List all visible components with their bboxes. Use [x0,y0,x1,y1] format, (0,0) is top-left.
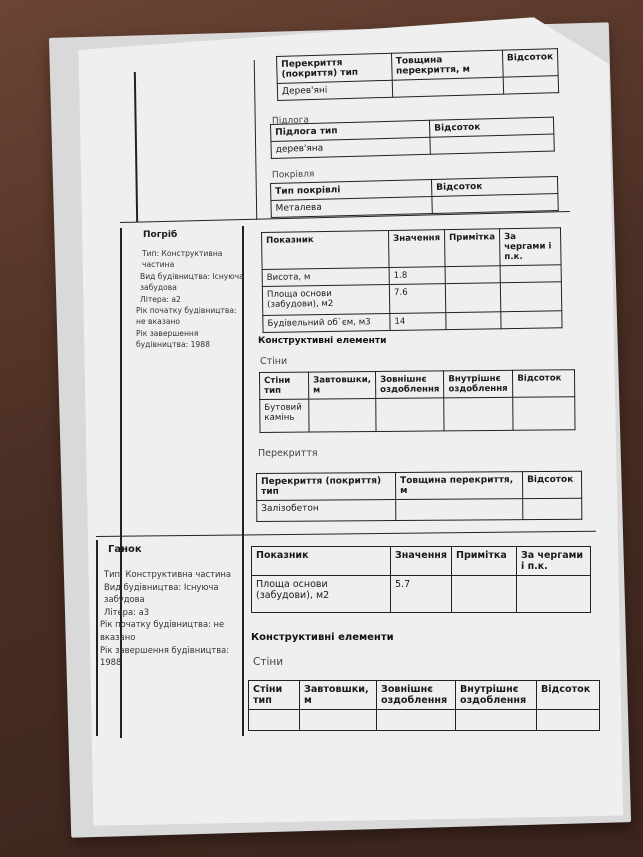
table-cell [517,576,591,613]
col-header: Показник [262,230,390,269]
cellar-meta [136,248,244,351]
table-cell [446,312,501,330]
table-cell [456,710,537,731]
table-cell [513,397,575,431]
meta-letter: Літера: а3 [104,606,150,617]
col-header: Стіни тип [260,372,309,399]
table-cell [432,193,558,213]
table-row [249,710,600,731]
cellar-title: Погріб [143,230,178,240]
table-cell [430,134,554,154]
table-cell [503,76,559,95]
table-cell: Площа основи (забудови), м2 [252,576,391,613]
table-cell [300,710,377,731]
porch-indicators-table [251,546,591,613]
table-cell [392,77,504,97]
table-row [260,397,575,433]
col-header: Стіни тип [249,681,300,710]
meta-start-year: Рік початку будівництва: не вказано [100,619,225,643]
col-header: Перекриття (покриття) тип [257,473,396,501]
table-cell: 14 [390,313,446,331]
col-header: Відсоток [513,370,575,398]
table-cell: 5.7 [391,576,452,613]
floor-label: Підлога [271,115,310,127]
col-header: Примітка [444,229,500,267]
col-header: За чергами і п.к. [499,228,561,266]
table-cell [445,266,500,284]
cellar-elements-heading: Конструктивні елементи [258,336,387,346]
table-cell [396,499,523,521]
col-header: Відсоток [431,176,557,196]
cellar-ceiling-table [256,471,582,522]
table-cell [537,710,600,731]
table-cell: Висота, м [262,267,389,286]
col-header: Відсоток [522,471,581,498]
col-header: Відсоток [537,681,600,710]
col-header: Внутрішнє оздоблення [444,370,513,398]
table-cell: Дерев'яні [277,80,392,100]
frame-vertical-left-porch [96,540,98,736]
meta-build-kind: Вид будівництва: Існуюча забудова [104,581,219,605]
table-cell [445,283,500,313]
cellar-indicators-table [261,227,563,333]
roofing-label: Покрівля [271,169,315,181]
table-cell [376,398,445,432]
meta-start-year: Рік початку будівництва: не вказано [136,305,237,327]
table-row [262,282,561,316]
meta-type: Тип: Конструктивна частина [104,569,232,579]
col-header: Зовнішнє оздоблення [375,371,443,399]
meta-end-year: Рік завершення будівництва: 1988 [100,644,230,668]
table-cell [501,311,562,329]
col-header: Відсоток [502,49,558,78]
table-cell: дерев'яна [271,137,430,158]
porch-title: Ганок [108,544,142,555]
col-header: Тип покрівлі [271,180,432,201]
top-floor-table [270,117,555,159]
porch-meta [100,568,240,669]
col-header: Перекриття (покриття) тип [277,53,392,83]
table-cell: Будівельний об`єм, м3 [263,313,390,332]
top-roof-table [276,48,559,101]
table-cell: Площа основи (забудови), м2 [262,284,389,315]
col-header: Примітка [452,547,517,576]
meta-letter: Літера: а2 [140,294,181,304]
table-cell: Металева [271,197,432,218]
porch-walls-table [248,680,600,731]
table-cell [500,265,561,283]
porch-walls-label: Стіни [253,656,284,668]
table-cell [377,710,456,731]
cellar-walls-table [259,369,576,433]
col-header: Відсоток [429,117,553,137]
col-header: Значення [388,230,445,268]
table-cell: 7.6 [389,284,445,314]
meta-build-kind: Вид будівництва: Існуюча забудова [140,271,244,293]
table-cell: Залізобетон [257,500,396,522]
table-cell: 1.8 [389,267,445,285]
col-header: Підлога тип [271,120,430,141]
table-cell [452,576,517,613]
table-cell [249,710,300,731]
col-header: Зовнішнє оздоблення [377,681,456,710]
col-header: Завтовшки, м [309,371,376,399]
col-header: Завтовшки, м [300,681,377,710]
table-cell [523,498,582,519]
table-cell [500,282,561,312]
meta-end-year: Рік завершення будівництва: 1988 [136,328,210,350]
col-header: Товщина перекриття, м [396,472,523,500]
table-row [257,498,582,521]
col-header: За чергами і п.к. [517,547,591,576]
col-header: Показник [252,547,391,576]
cellar-walls-label: Стіни [260,356,288,367]
cellar-ceiling-label: Перекриття [258,448,318,459]
table-row [252,576,591,613]
col-header: Значення [391,547,452,576]
porch-elements-heading: Конструктивні елементи [251,632,394,643]
meta-type: Тип: Конструктивна частина [142,249,223,270]
col-header: Товщина перекриття, м [391,50,503,80]
table-cell: Бутовий камінь [260,399,309,432]
top-roofing-table [270,176,559,218]
col-header: Внутрішнє оздоблення [456,681,537,710]
table-cell [309,398,376,432]
table-cell [444,397,513,431]
